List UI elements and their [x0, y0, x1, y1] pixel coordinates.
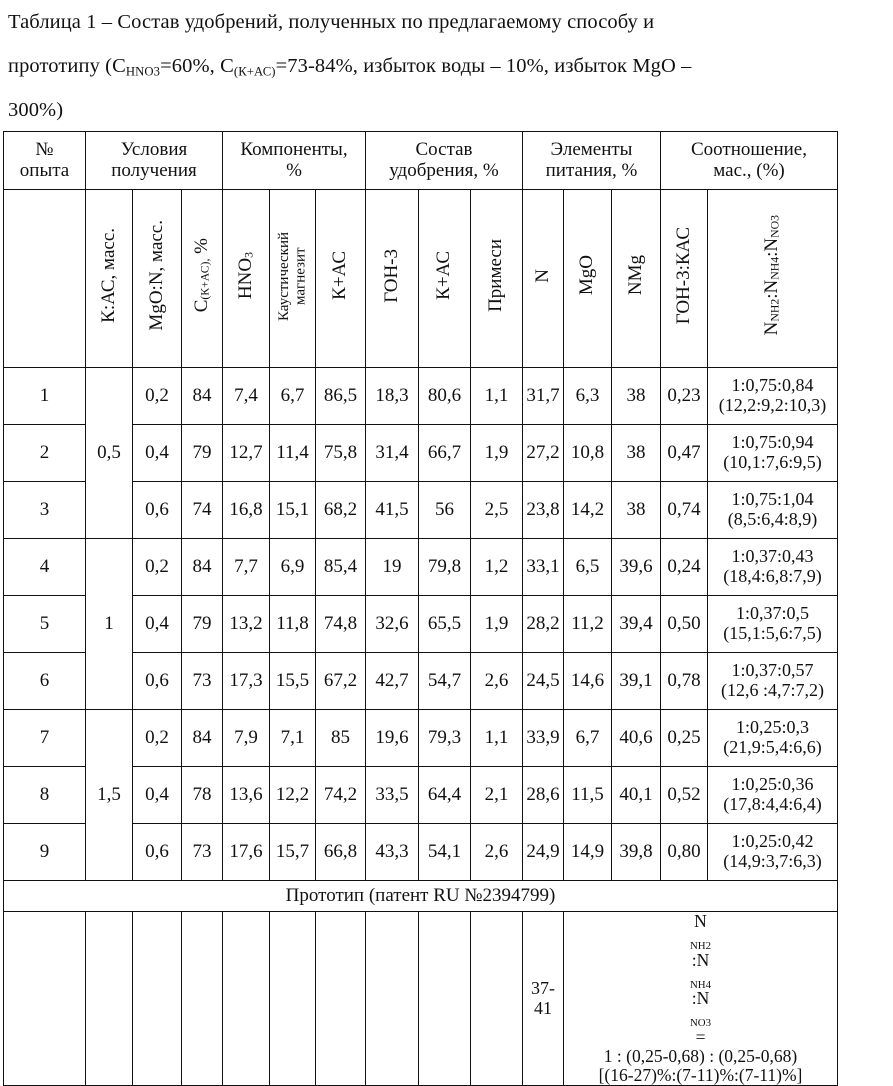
cell-hno3: 7,4 — [223, 368, 270, 425]
cell-empty — [270, 912, 316, 1086]
cell-mgon: 0,2 — [133, 710, 182, 767]
header-components — [223, 132, 366, 190]
caption-text: прототипу (С — [8, 55, 126, 77]
caption-subscript: (К+АС) — [233, 64, 276, 79]
cell-n: 23,8 — [523, 482, 564, 539]
cell-mgo: 6,3 — [564, 368, 612, 425]
header-impurities — [471, 190, 523, 368]
header-text: N — [761, 322, 783, 336]
cell-gon-kac: 0,52 — [661, 767, 708, 824]
cell-kac-fert: 54,7 — [419, 653, 471, 710]
cell-c: 74 — [182, 482, 223, 539]
header-hno3 — [223, 190, 270, 368]
cell-impurities: 1,9 — [471, 425, 523, 482]
header-empty — [4, 190, 86, 368]
cell-no: 4 — [4, 539, 86, 596]
cell-magnesite: 15,7 — [270, 824, 316, 881]
cell-mgo: 6,5 — [564, 539, 612, 596]
cell-nmg: 39,8 — [612, 824, 661, 881]
header-magnesite — [270, 190, 316, 368]
cell-ratio — [708, 824, 838, 881]
cell-impurities: 1,1 — [471, 368, 523, 425]
n-value-line: 41 — [534, 997, 552, 1018]
header-text: питания, % — [545, 159, 638, 181]
cell-mgon: 0,4 — [133, 425, 182, 482]
cell-ratio — [708, 710, 838, 767]
prototype-ratio — [564, 912, 838, 1086]
header-text: Компоненты, — [240, 138, 348, 160]
cell-mgo: 11,5 — [564, 767, 612, 824]
ratio-subscript: NH2 — [689, 940, 712, 953]
cell-kac-fert: 80,6 — [419, 368, 471, 425]
ratio-text: :N — [691, 988, 710, 1008]
cell-mgon: 0,2 — [133, 539, 182, 596]
cell-mgon: 0,6 — [133, 482, 182, 539]
ratio-line: (14,9:3,7:6,3) — [723, 851, 822, 871]
cell-empty — [86, 912, 133, 1086]
cell-ratio — [708, 368, 838, 425]
cell-magnesite: 6,7 — [270, 368, 316, 425]
cell-c: 84 — [182, 368, 223, 425]
cell-gon-kac: 0,78 — [661, 653, 708, 710]
header-text: :N — [761, 280, 783, 300]
ratio-subscript: NH4 — [689, 978, 712, 991]
cell-impurities: 2,6 — [471, 653, 523, 710]
header-subscript: (К+АС), — [197, 258, 211, 301]
cell-c: 79 — [182, 596, 223, 653]
cell-gon3: 32,6 — [366, 596, 419, 653]
cell-gon3: 19,6 — [366, 710, 419, 767]
cell-empty — [366, 912, 419, 1086]
cell-nmg: 39,4 — [612, 596, 661, 653]
cell-gon-kac: 0,74 — [661, 482, 708, 539]
cell-c: 73 — [182, 653, 223, 710]
cell-mgo: 14,2 — [564, 482, 612, 539]
cell-kac-group: 0,5 — [86, 368, 133, 539]
cell-mgo: 6,7 — [564, 710, 612, 767]
prototype-title: Прототип (патент RU №2394799) — [4, 881, 838, 912]
ratio-line: (17,8:4,4:6,4) — [723, 794, 822, 814]
cell-kac: 74,2 — [316, 767, 366, 824]
cell-magnesite: 15,5 — [270, 653, 316, 710]
header-text: NMg — [624, 255, 646, 296]
cell-nmg: 38 — [612, 425, 661, 482]
cell-kac-fert: 66,7 — [419, 425, 471, 482]
cell-magnesite: 7,1 — [270, 710, 316, 767]
header-nitrogen-ratio — [708, 190, 838, 368]
cell-c: 78 — [182, 767, 223, 824]
header-mgo-n — [133, 190, 182, 368]
cell-c: 73 — [182, 824, 223, 881]
ratio-line: 1:0,25:0,3 — [735, 717, 809, 738]
cell-kac-fert: 56 — [419, 482, 471, 539]
ratio-text: = — [695, 1026, 706, 1047]
cell-c: 79 — [182, 425, 223, 482]
cell-mgon: 0,6 — [133, 824, 182, 881]
prototype-title-row — [4, 881, 838, 912]
header-text: Условия — [120, 138, 188, 160]
cell-hno3: 13,6 — [223, 767, 270, 824]
header-text: Состав — [415, 138, 473, 160]
cell-hno3: 12,7 — [223, 425, 270, 482]
ratio-line: (21,9:5,4:6,6) — [723, 737, 822, 757]
ratio-line: (18,4:6,8:7,9) — [723, 566, 822, 586]
cell-empty — [316, 912, 366, 1086]
cell-c: 84 — [182, 710, 223, 767]
header-text: ГОН-3:КАС — [672, 226, 694, 325]
table-row — [4, 368, 838, 425]
ratio-line: (12,2:9,2:10,3) — [718, 395, 827, 415]
ratio-line: 1:0,37:0,43 — [731, 546, 814, 567]
header-subscript: 3 — [241, 252, 255, 258]
cell-no: 8 — [4, 767, 86, 824]
header-ratio — [661, 132, 838, 190]
cell-hno3: 7,7 — [223, 539, 270, 596]
cell-gon3: 18,3 — [366, 368, 419, 425]
cell-n: 28,6 — [523, 767, 564, 824]
cell-impurities: 2,6 — [471, 824, 523, 881]
cell-gon3: 33,5 — [366, 767, 419, 824]
cell-gon3: 43,3 — [366, 824, 419, 881]
ratio-line: 1:0,37:0,5 — [735, 603, 809, 624]
cell-magnesite: 15,1 — [270, 482, 316, 539]
cell-hno3: 16,8 — [223, 482, 270, 539]
n-value-line: 37- — [531, 977, 555, 998]
cell-mgon: 0,2 — [133, 368, 182, 425]
cell-mgon: 0,4 — [133, 767, 182, 824]
cell-no: 3 — [4, 482, 86, 539]
prototype-ratio-line-3: [(16-27)%:(7-11)%:(7-11)%] — [598, 1065, 803, 1085]
cell-kac: 85 — [316, 710, 366, 767]
prototype-row — [4, 912, 838, 1086]
cell-impurities: 1,9 — [471, 596, 523, 653]
header-text: Каустический магнезит — [276, 231, 309, 321]
header-row-columns — [4, 190, 838, 368]
cell-mgo: 11,2 — [564, 596, 612, 653]
cell-kac-fert: 64,4 — [419, 767, 471, 824]
cell-mgon: 0,4 — [133, 596, 182, 653]
header-text — [192, 238, 213, 312]
cell-empty — [182, 912, 223, 1086]
header-text: К:АС, масс. — [97, 228, 119, 323]
cell-n: 28,2 — [523, 596, 564, 653]
cell-no: 2 — [4, 425, 86, 482]
cell-gon-kac: 0,23 — [661, 368, 708, 425]
ratio-line: (8,5:6,4:8,9) — [727, 509, 818, 529]
cell-ratio — [708, 425, 838, 482]
cell-kac: 74,8 — [316, 596, 366, 653]
cell-gon-kac: 0,50 — [661, 596, 708, 653]
header-exp-no — [4, 132, 86, 190]
cell-kac-fert: 79,3 — [419, 710, 471, 767]
fertilizer-composition-table — [3, 131, 838, 1086]
header-text: С — [190, 300, 212, 313]
header-text: № — [35, 138, 54, 160]
header-text: К+АС — [329, 251, 351, 300]
cell-ratio — [708, 482, 838, 539]
cell-kac-fert: 79,8 — [419, 539, 471, 596]
header-text: HNO — [234, 257, 256, 300]
cell-kac-fert: 54,1 — [419, 824, 471, 881]
cell-ratio — [708, 539, 838, 596]
ratio-line: 1:0,25:0,42 — [731, 831, 814, 852]
cell-hno3: 17,6 — [223, 824, 270, 881]
cell-gon3: 41,5 — [366, 482, 419, 539]
cell-empty — [4, 912, 86, 1086]
cell-gon-kac: 0,25 — [661, 710, 708, 767]
cell-nmg: 38 — [612, 368, 661, 425]
table-row — [4, 710, 838, 767]
cell-magnesite: 11,4 — [270, 425, 316, 482]
caption-line-1: Таблица 1 – Состав удобрений, полученных по предлагаемому способу и — [8, 11, 655, 33]
cell-kac: 75,8 — [316, 425, 366, 482]
header-conditions — [86, 132, 223, 190]
cell-magnesite: 6,9 — [270, 539, 316, 596]
cell-impurities: 2,5 — [471, 482, 523, 539]
header-text: удобрения, % — [389, 159, 499, 181]
caption-line-3: 300%) — [8, 99, 64, 121]
cell-ratio — [708, 596, 838, 653]
cell-no: 9 — [4, 824, 86, 881]
cell-gon-kac: 0,24 — [661, 539, 708, 596]
cell-no: 7 — [4, 710, 86, 767]
cell-impurities: 1,1 — [471, 710, 523, 767]
cell-gon3: 31,4 — [366, 425, 419, 482]
header-text: ГОН-3 — [380, 248, 402, 303]
header-text: % — [286, 159, 302, 181]
ratio-line: 1:0,37:0,57 — [731, 660, 814, 681]
table-row — [4, 539, 838, 596]
prototype-n-value — [523, 912, 564, 1086]
header-kac-fertilizer — [419, 190, 471, 368]
cell-hno3: 17,3 — [223, 653, 270, 710]
header-text: К+АС — [433, 251, 455, 300]
header-row-groups — [4, 132, 838, 190]
cell-nmg: 40,1 — [612, 767, 661, 824]
ratio-line: (15,1:5,6:7,5) — [723, 623, 822, 643]
cell-empty — [223, 912, 270, 1086]
caption-line-2 — [8, 44, 888, 88]
cell-nmg: 39,6 — [612, 539, 661, 596]
cell-c: 84 — [182, 539, 223, 596]
header-mgo — [564, 190, 612, 368]
cell-kac-fert: 65,5 — [419, 596, 471, 653]
cell-mgo: 14,9 — [564, 824, 612, 881]
ratio-text: :N — [691, 949, 710, 970]
cell-ratio — [708, 767, 838, 824]
cell-no: 6 — [4, 653, 86, 710]
cell-no: 1 — [4, 368, 86, 425]
header-text: N — [531, 269, 553, 284]
cell-hno3: 7,9 — [223, 710, 270, 767]
cell-magnesite: 12,2 — [270, 767, 316, 824]
header-text: Соотношение, — [691, 138, 807, 160]
cell-kac: 66,8 — [316, 824, 366, 881]
header-kac — [86, 190, 133, 368]
cell-gon-kac: 0,47 — [661, 425, 708, 482]
ratio-line: 1:0,75:1,04 — [731, 489, 814, 510]
ratio-text: N — [694, 911, 707, 931]
cell-impurities: 2,1 — [471, 767, 523, 824]
cell-nmg: 40,6 — [612, 710, 661, 767]
cell-gon-kac: 0,80 — [661, 824, 708, 881]
caption-text: =60%, С — [160, 55, 234, 77]
header-text: мас., (%) — [713, 159, 785, 181]
header-n — [523, 190, 564, 368]
header-text: % — [190, 238, 212, 255]
prototype-ratio-line-1 — [564, 912, 837, 1047]
header-gon3 — [366, 190, 419, 368]
header-text: Элементы — [550, 138, 633, 160]
header-nmg — [612, 190, 661, 368]
cell-magnesite: 11,8 — [270, 596, 316, 653]
cell-nmg: 38 — [612, 482, 661, 539]
cell-hno3: 13,2 — [223, 596, 270, 653]
cell-mgo: 14,6 — [564, 653, 612, 710]
cell-n: 31,7 — [523, 368, 564, 425]
header-text — [236, 252, 257, 299]
header-fertilizer-composition — [366, 132, 523, 190]
header-text: получения — [111, 159, 197, 181]
header-subscript: NH4 — [768, 257, 782, 281]
cell-kac: 67,2 — [316, 653, 366, 710]
header-concentration — [182, 190, 223, 368]
header-gon3-kac — [661, 190, 708, 368]
header-subscript: NH2 — [768, 299, 782, 323]
cell-mgon: 0,6 — [133, 653, 182, 710]
cell-kac: 86,5 — [316, 368, 366, 425]
header-text: MgO — [576, 255, 598, 296]
cell-kac: 85,4 — [316, 539, 366, 596]
cell-empty — [133, 912, 182, 1086]
caption-text: =73-84%, избыток воды – 10%, избыток MgO – — [275, 55, 692, 77]
header-nutrients — [523, 132, 661, 190]
ratio-line: (10,1:7,6:9,5) — [723, 452, 822, 472]
cell-empty — [471, 912, 523, 1086]
header-text: MgO:N, масс. — [145, 220, 167, 331]
prototype-ratio-line-2: 1 : (0,25-0,68) : (0,25-0,68) — [603, 1045, 798, 1066]
header-text: :N — [761, 238, 783, 258]
cell-gon3: 42,7 — [366, 653, 419, 710]
header-text: Примеси — [485, 239, 507, 313]
cell-ratio — [708, 653, 838, 710]
cell-nmg: 39,1 — [612, 653, 661, 710]
cell-n: 27,2 — [523, 425, 564, 482]
cell-no: 5 — [4, 596, 86, 653]
cell-n: 33,9 — [523, 710, 564, 767]
cell-n: 24,9 — [523, 824, 564, 881]
header-text: опыта — [19, 159, 70, 181]
table-caption — [8, 0, 888, 132]
cell-mgo: 10,8 — [564, 425, 612, 482]
ratio-line: (12,6 :4,7:7,2) — [721, 680, 824, 700]
ratio-line: 1:0,25:0,36 — [731, 774, 814, 795]
cell-kac-group: 1,5 — [86, 710, 133, 881]
cell-empty — [419, 912, 471, 1086]
header-subscript: NO3 — [768, 215, 782, 239]
ratio-subscript: NO3 — [689, 1017, 712, 1030]
ratio-line: 1:0,75:0,84 — [731, 375, 814, 396]
cell-kac-group: 1 — [86, 539, 133, 710]
header-kac-component — [316, 190, 366, 368]
ratio-line: 1:0,75:0,94 — [731, 432, 814, 453]
caption-subscript: HNO3 — [125, 64, 161, 79]
cell-n: 24,5 — [523, 653, 564, 710]
cell-n: 33,1 — [523, 539, 564, 596]
cell-gon3: 19 — [366, 539, 419, 596]
header-text — [762, 215, 783, 335]
cell-impurities: 1,2 — [471, 539, 523, 596]
cell-kac: 68,2 — [316, 482, 366, 539]
